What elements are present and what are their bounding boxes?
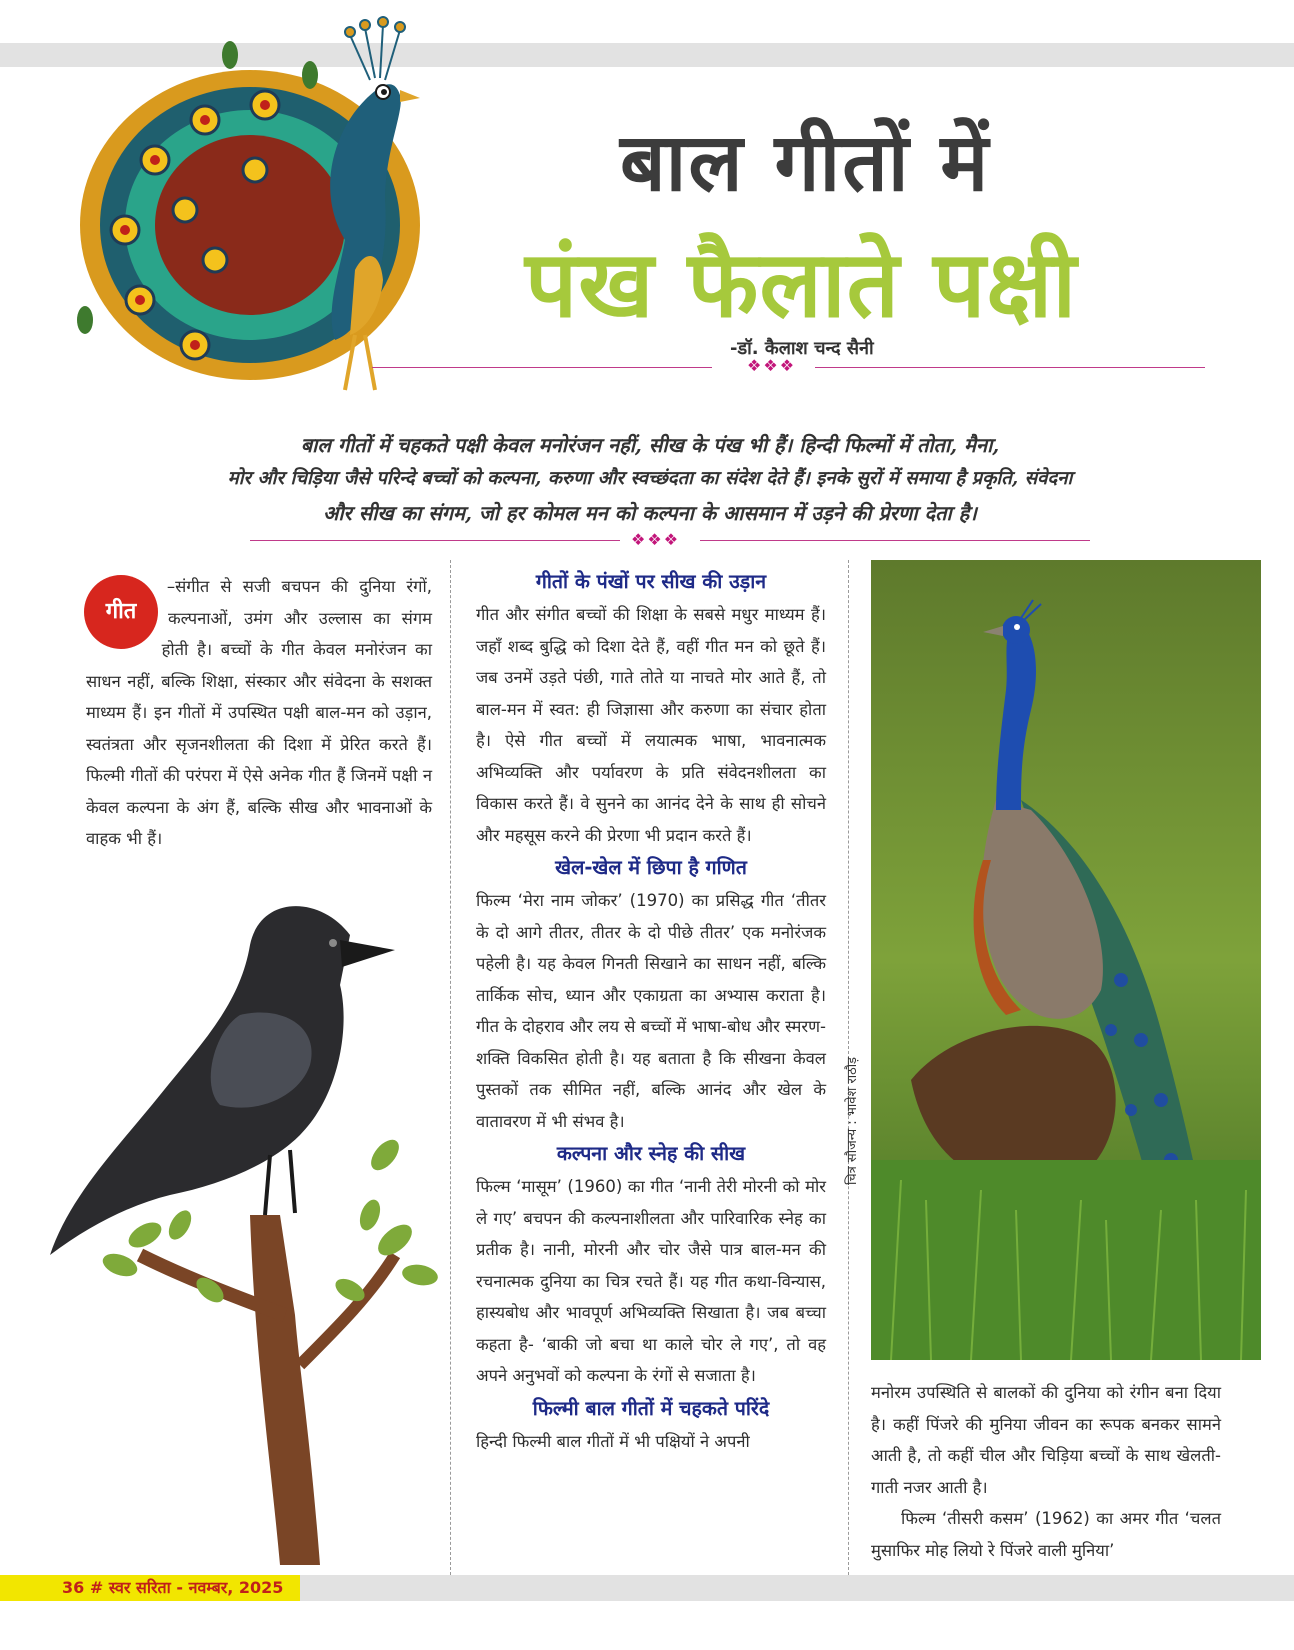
dropcap-badge: गीत bbox=[84, 575, 158, 649]
heading-math-play: खेल-खेल में छिपा है गणित bbox=[555, 856, 747, 879]
paragraph-imagination-affection: फिल्म ‘मासूम’ (1960) का गीत ‘नानी तेरी मोरनी को मोर ले गए’ बचपन की कल्पनाशीलता और पारिवारिक स्नेह का प्रतीक है। नानी, मोरनी और चोर जैसे पात्र बाल-मन की रचनात्मक दुनिया का चित्र रचते हैं। यह गीत कथा-विन्यास, हास्यबोध और भावपूर्ण अभिव्यक्ति सिखाता है। जब बच्चा कहता है- ‘बाकी जो बचा था काले चोर ले गए’, तो वह अपने अनुभवों को कल्पना के रंगों से सजाता है। bbox=[476, 1177, 826, 1385]
column-divider-1 bbox=[450, 560, 451, 1580]
peacock-photo bbox=[871, 560, 1261, 1360]
intro-line-3: और सीख का संगम, जो हर कोमल मन को कल्पना के आसमान में उड़ने की प्रेरणा देता है। bbox=[323, 501, 977, 525]
intro-line-1: बाल गीतों में चहकते पक्षी केवल मनोरंजन नहीं, सीख के पंख भी हैं। हिन्दी फिल्मों में तोता, मैना, bbox=[300, 433, 1000, 457]
header-ornament: ❖❖❖ bbox=[747, 356, 797, 375]
heading-film-birds: फिल्मी बाल गीतों में चहकते परिंदे bbox=[532, 1396, 770, 1420]
column-1 bbox=[86, 571, 432, 855]
title-line-1: बाल गीतों में bbox=[620, 115, 991, 209]
column-1-text: –संगीत से सजी बचपन की दुनिया रंगों, कल्पनाओं, उमंग और उल्लास का संगम होती है। बच्चों के गीत केवल मनोरंजन का साधन नहीं, बल्कि शिक्षा, संस्कार और संवेदना के सशक्त माध्यम हैं। इन गीतों में उपस्थित पक्षी बाल-मन को उड़ान, स्वतंत्रता और सृजनशीलता की दिशा में प्रेरित करते हैं। फिल्मी गीतों की परंपरा में ऐसे अनेक गीत हैं जिनमें पक्षी न केवल कल्पना के अंग हैं, बल्कि सीख और भावनाओं के वाहक भी हैं। bbox=[86, 577, 432, 848]
page-footer: 36 # स्वर सरिता - नवम्बर, 2025 bbox=[0, 1575, 300, 1601]
column-3-paragraph-2: फिल्म ‘तीसरी कसम’ (1962) का अमर गीत ‘चलत मुसाफिर मोह लियो रे पिंजरे वाली मुनिया’ bbox=[871, 1509, 1221, 1560]
heading-songs-wings: गीतों के पंखों पर सीख की उड़ान bbox=[535, 570, 767, 593]
column-2 bbox=[476, 571, 826, 1457]
heading-imagination-affection: कल्पना और स्नेह की सीख bbox=[556, 1142, 746, 1165]
paragraph-film-birds: हिन्दी फिल्मी बाल गीतों में भी पक्षियों ने अपनी bbox=[476, 1431, 750, 1451]
header-rule-left bbox=[372, 367, 712, 368]
column-3-paragraph-1: मनोरम उपस्थिति से बालकों की दुनिया को रंगीन बना दिया है। कहीं पिंजरे की मुनिया जीवन का रूपक बनकर सामने आती है, तो कहीं चील और चिड़िया बच्चों के साथ खेलती-गाती नजर आती है। bbox=[871, 1383, 1221, 1497]
title-line-2: पंख फैलाते पक्षी bbox=[525, 230, 1078, 338]
intro-rule-right bbox=[700, 540, 1090, 541]
author-byline: -डॉ. कैलाश चन्द सैनी bbox=[730, 338, 874, 359]
peacock-illustration bbox=[65, 10, 445, 400]
intro-line-2: मोर और चिड़िया जैसे परिन्दे बच्चों को कल्पना, करुणा और स्वच्छंदता का संदेश देते हैं। इनके सुरों में समाया है प्रकृति, संवेदना bbox=[227, 468, 1073, 489]
paragraph-songs-wings: गीत और संगीत बच्चों की शिक्षा के सबसे मधुर माध्यम हैं। जहाँ शब्द बुद्धि को दिशा देते हैं, वहीं गीत मन को छूते हैं। जब उनमें उड़ते पंछी, गाते तोते या नाचते मोर आते हैं, तो बाल-मन में स्वत: ही जिज्ञासा और करुणा का संचार होता है। ऐसे गीत बच्चों में लयात्मक भाषा, भावनात्मक अभिव्यक्ति और पर्यावरण के प्रति संवेदनशीलता का विकास करते हैं। वे सुनने का आनंद देने के साथ ही सोचने और महसूस करने की प्रेरणा भी प्रदान करते हैं। bbox=[476, 605, 826, 845]
intro-ornament: ❖❖❖ bbox=[631, 530, 681, 549]
intro-standfirst bbox=[70, 428, 1230, 530]
photo-credit: चित्र सौजन्य : भावेश राठौड़ bbox=[845, 1056, 860, 1185]
header-rule-right bbox=[815, 367, 1205, 368]
column-3 bbox=[871, 1377, 1221, 1566]
crow-illustration bbox=[50, 895, 450, 1565]
intro-rule-left bbox=[250, 540, 620, 541]
paragraph-math-play: फिल्म ‘मेरा नाम जोकर’ (1970) का प्रसिद्ध गीत ‘तीतर के दो आगे तीतर, तीतर के दो पीछे तीतर’ एक मनोरंजक पहेली है। यह केवल गिनती सिखाने का साधन नहीं, बल्कि तार्किक सोच, ध्यान और एकाग्रता का अभ्यास कराता है। गीत के दोहराव और लय से बच्चों में भाषा-बोध और स्मरण-शक्ति विकसित होती है। यह बताता है कि सीखना केवल पुस्तकों तक सीमित नहीं, बल्कि आनंद और खेल के वातावरण में भी संभव है। bbox=[476, 891, 826, 1131]
